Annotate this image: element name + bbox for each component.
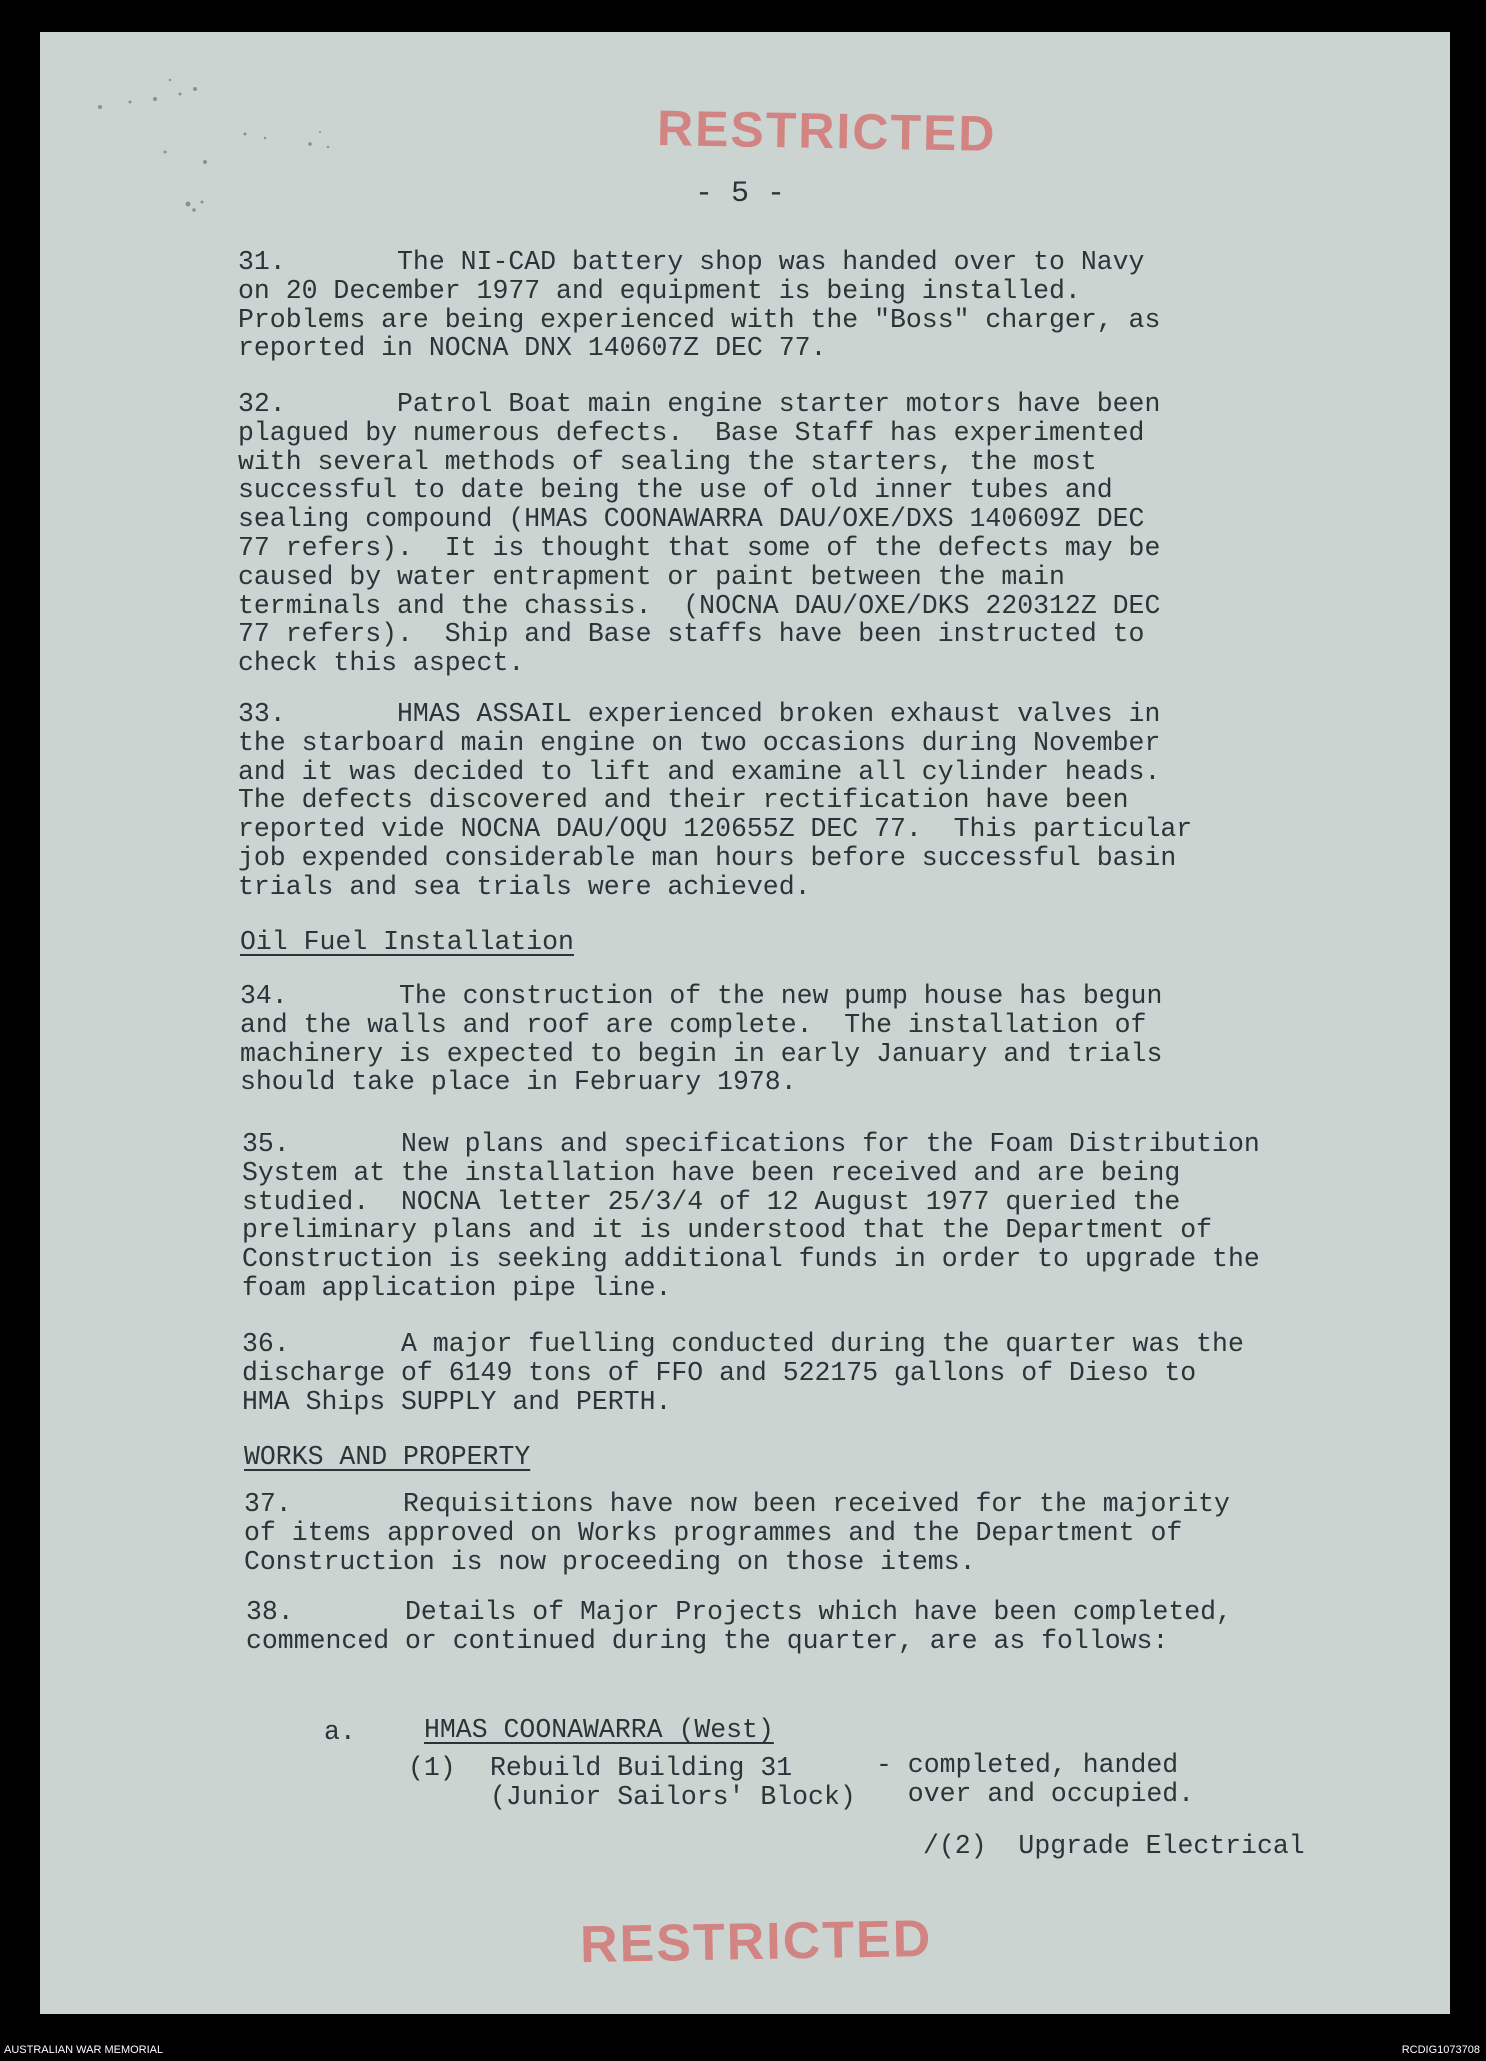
paragraph-36: 36. A major fuelling conducted during the quarter was the discharge of 6149 tons of FFO and 522175 gallons of Dieso to HMA Ships SUPPLY and PERTH. [242, 1329, 1244, 1417]
project-item-1-number: (1) [408, 1753, 456, 1783]
paragraph-32: 32. Patrol Boat main engine starter motors have been plagued by numerous defects. Base Staff has experimented with several methods of sealing the starters, the most successful to date being the use of old inner tubes and sealing compound (HMAS COONAWARRA DAU/OXE/DXS 140609Z DEC 77 refers). It is thought that some of the defects may be caused by water entrapment or paint between the main terminals and the chassis. (NOCNA DAU/OXE/DKS 220312Z DEC 77 refers). Ship and Base staffs have been instructed to check this aspect. [238, 389, 1161, 679]
restricted-stamp-text: RESTRICTED [579, 1909, 933, 1975]
continuation-note: /(2) Upgrade Electrical [923, 1831, 1305, 1861]
document-page [40, 32, 1450, 2014]
restricted-stamp-bottom [580, 1909, 933, 1975]
project-item-a-marker: a. [324, 1717, 356, 1747]
footer-record-id: RCDIG1073708 [1401, 2044, 1480, 2056]
project-item-a-title: HMAS COONAWARRA (West) [424, 1715, 774, 1745]
heading-works-and-property: WORKS AND PROPERTY [244, 1442, 531, 1472]
page-number: - 5 - [695, 177, 786, 211]
heading-oil-fuel-installation: Oil Fuel Installation [240, 927, 574, 957]
project-item-1-description: Rebuild Building 31 (Junior Sailors' Block) [490, 1753, 856, 1812]
paper-specks [60, 52, 340, 252]
paragraph-31: 31. The NI-CAD battery shop was handed over to Navy on 20 December 1977 and equipment is being installed. Problems are being experienced with the "Boss" charger, as reported in NOCNA DNX 140607Z DEC 77. [238, 247, 1161, 364]
restricted-stamp-text: RESTRICTED [656, 100, 997, 162]
paragraph-35: 35. New plans and specifications for the Foam Distribution System at the installation have been received and are being studied. NOCNA letter 25/3/4 of 12 August 1977 queried the preliminary plans and it is understood that the Department of Construction is seeking additional funds in order to upgrade the foam application pipe line. [242, 1129, 1260, 1303]
paragraph-34: 34. The construction of the new pump house has begun and the walls and roof are complete. The installation of machinery is expected to begin in early January and trials should take place in February 1978. [240, 981, 1163, 1098]
restricted-stamp-top [657, 99, 997, 163]
paragraph-37: 37. Requisitions have now been received for the majority of items approved on Works programmes and the Department of Construction is now proceeding on those items. [244, 1489, 1230, 1577]
footer-institution: AUSTRALIAN WAR MEMORIAL [4, 2044, 164, 2056]
project-item-1-status: - completed, handed over and occupied. [876, 1750, 1195, 1809]
paragraph-33: 33. HMAS ASSAIL experienced broken exhaust valves in the starboard main engine on two occasions during November and it was decided to lift and examine all cylinder heads. The defects discovered and their rectification have been reported vide NOCNA DAU/OQU 120655Z DEC 77. This particular job expended considerable man hours before successful basin trials and sea trials were achieved. [238, 699, 1193, 902]
paragraph-38: 38. Details of Major Projects which have been completed, commenced or continued during the quarter, are as follows: [246, 1597, 1232, 1656]
